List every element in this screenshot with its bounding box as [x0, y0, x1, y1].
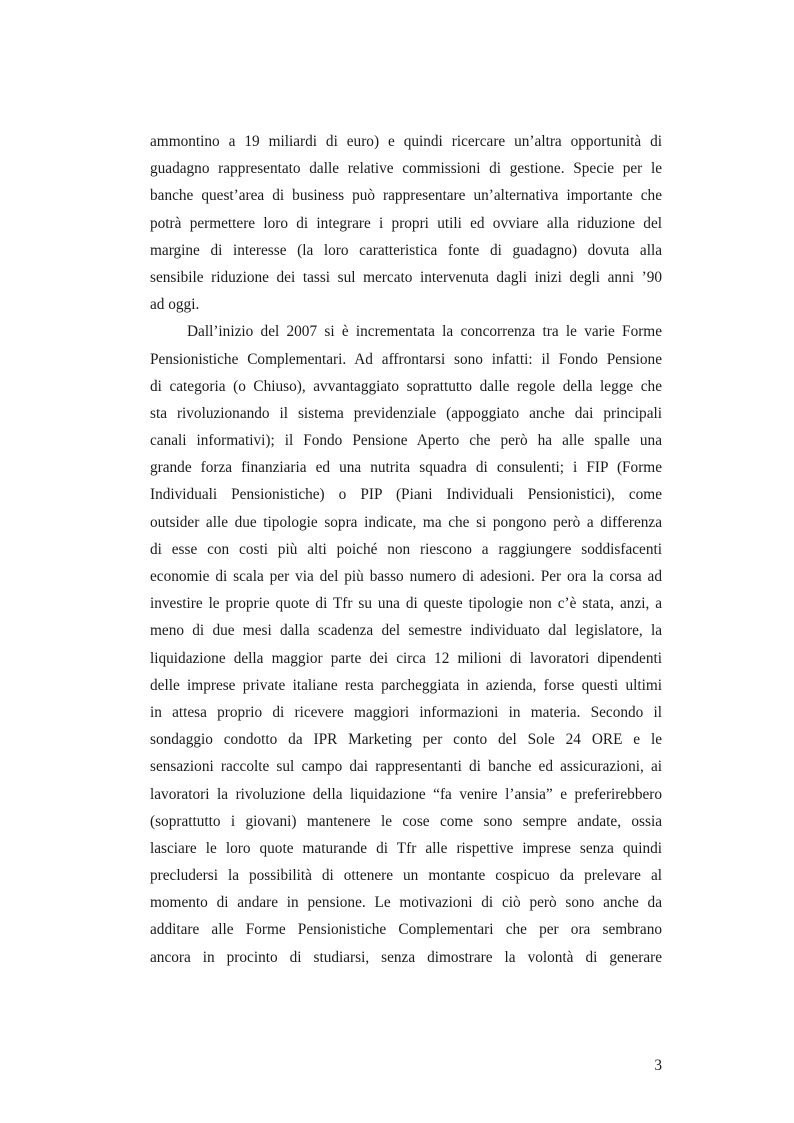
- text-line: economie di scala per via del più basso numero di adesioni. Per ora la corsa ad: [150, 568, 662, 585]
- text-line: ad oggi.: [150, 296, 200, 314]
- page-number: 3: [654, 1057, 662, 1074]
- text-line: additare alle Forme Pensionistiche Complementari che per ora sembrano: [150, 921, 662, 939]
- paragraph: [150, 128, 662, 318]
- text-line: guadagno rappresentato dalle relative commissioni di gestione. Specie per le: [150, 160, 662, 178]
- text-line: ancora in procinto di studiarsi, senza dimostrare la volontà di generare: [150, 948, 662, 966]
- text-line: (soprattutto i giovani) mantenere le cose come sono sempre andate, ossia: [150, 812, 662, 830]
- text-line: Dall’inizio del 2007 si è incrementata la concorrenza tra le varie Forme: [187, 323, 662, 341]
- text-line: grande forza finanziaria ed una nutrita squadra di consulenti; i FIP (Forme: [150, 459, 662, 477]
- text-line: di categoria (o Chiuso), avvantaggiato soprattutto dalle regole della legge che: [150, 377, 662, 395]
- text-line: margine di interesse (la loro caratteristica fonte di guadagno) dovuta alla: [150, 241, 662, 259]
- text-line: sensazioni raccolte sul campo dai rappresentanti di banche ed assicurazioni, ai: [150, 758, 662, 776]
- text-line: investire le proprie quote di Tfr su una di queste tipologie non c’è stata, anzi, a: [150, 595, 662, 613]
- text-line: meno di due mesi dalla scadenza del semestre individuato dal legislatore, la: [150, 622, 662, 640]
- text-line: liquidazione della maggior parte dei circa 12 milioni di lavoratori dipendenti: [150, 649, 662, 667]
- text-line: potrà permettere loro di integrare i propri utili ed ovviare alla riduzione del: [150, 214, 662, 232]
- text-line: momento di andare in pensione. Le motivazioni di ciò però sono anche da: [150, 894, 662, 912]
- text-line: Individuali Pensionistiche) o PIP (Piani Individuali Pensionistici), come: [150, 486, 662, 504]
- text-line: ammontino a 19 miliardi di euro) e quindi ricercare un’altra opportunità di: [150, 133, 662, 150]
- text-line: Pensionistiche Complementari. Ad affrontarsi sono infatti: il Fondo Pensione: [150, 350, 662, 368]
- text-line: sondaggio condotto da IPR Marketing per conto del Sole 24 ORE e le: [150, 731, 662, 749]
- body-text: [150, 128, 662, 971]
- text-line: sta rivoluzionando il sistema previdenziale (appoggiato anche dai principali: [150, 404, 662, 422]
- text-line: in attesa proprio di ricevere maggiori informazioni in materia. Secondo il: [150, 703, 662, 721]
- text-line: lasciare le loro quote maturande di Tfr alle rispettive imprese senza quindi: [150, 839, 662, 857]
- text-line: delle imprese private italiane resta parcheggiata in azienda, forse questi ultimi: [150, 676, 662, 694]
- text-line: lavoratori la rivoluzione della liquidazione “fa venire l’ansia” e preferirebbero: [150, 785, 662, 803]
- text-line: precludersi la possibilità di ottenere un montante cospicuo da prelevare al: [150, 867, 662, 885]
- text-line: outsider alle due tipologie sopra indicate, ma che si pongono però a differenza: [150, 513, 662, 531]
- text-line: banche quest’area di business può rappresentare un’alternativa importante che: [150, 187, 662, 205]
- text-line: sensibile riduzione dei tassi sul mercato intervenuta dagli inizi degli anni ’90: [150, 268, 662, 286]
- paragraph: [150, 318, 662, 971]
- text-line: canali informativi); il Fondo Pensione Aperto che però ha alle spalle una: [150, 432, 662, 450]
- text-line: di esse con costi più alti poiché non riescono a raggiungere soddisfacenti: [150, 540, 662, 558]
